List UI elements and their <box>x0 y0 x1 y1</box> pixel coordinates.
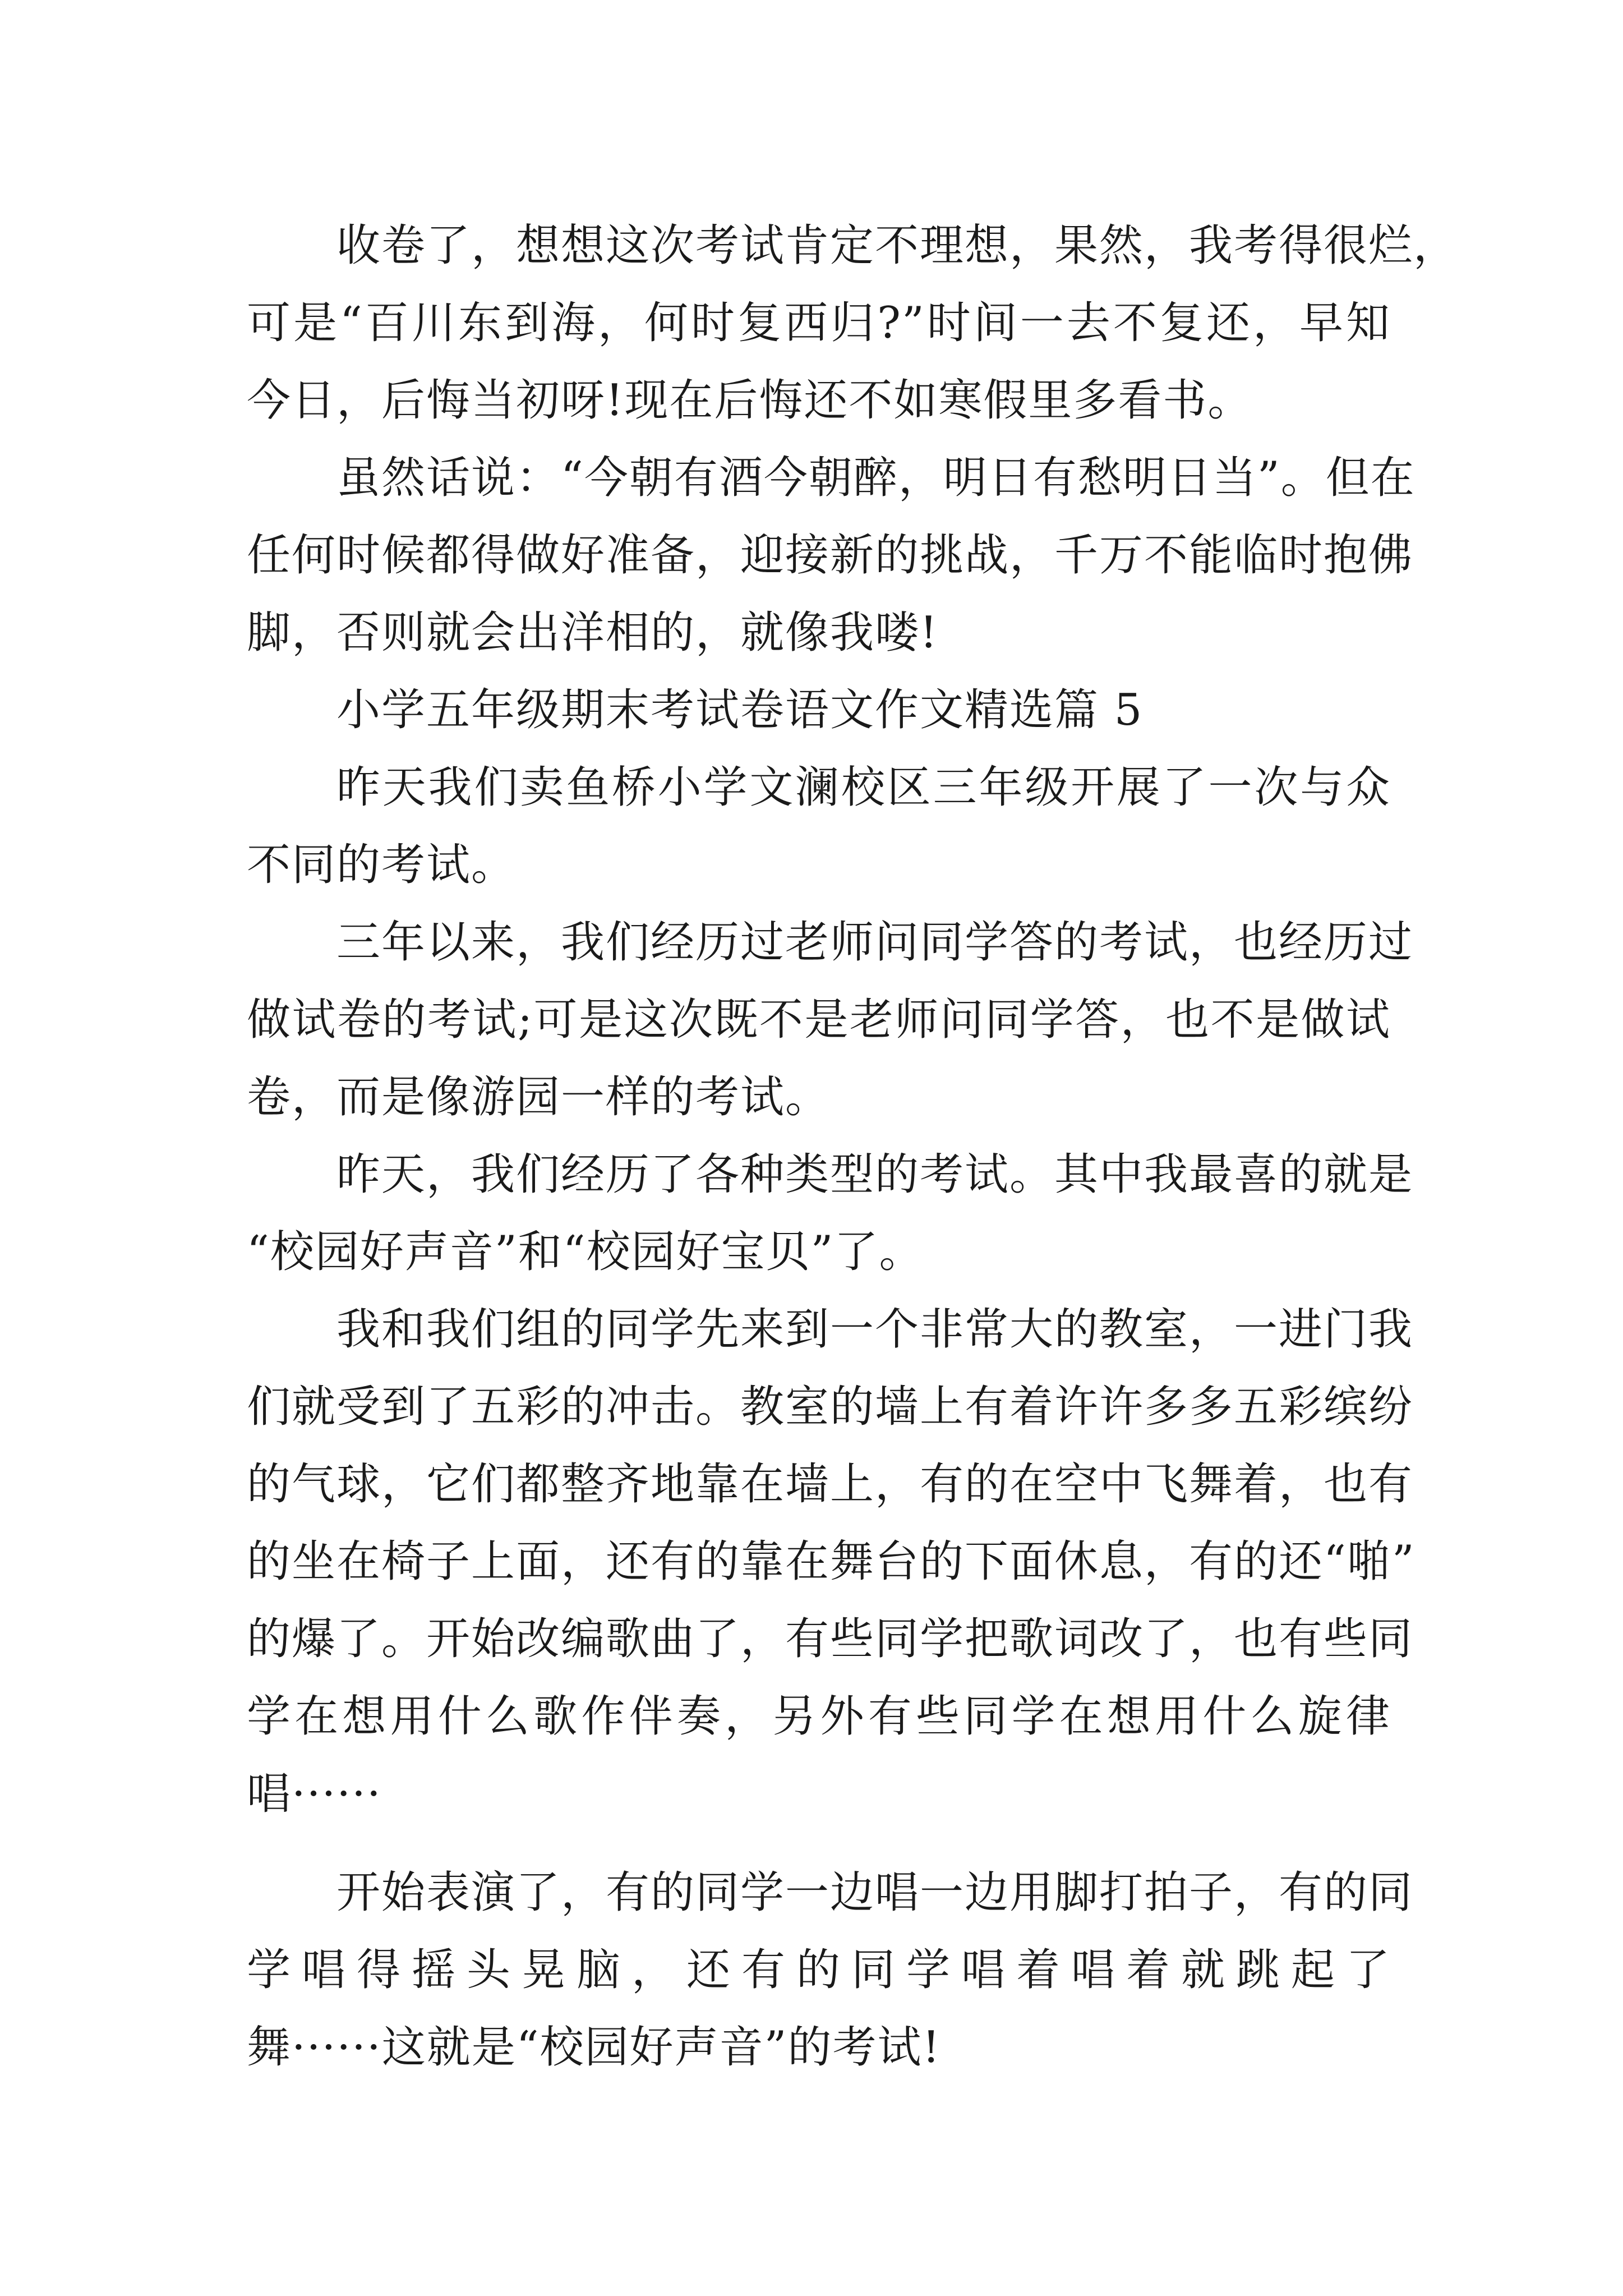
text-line: 可是“百川东到海，何时复西归?”时间一去不复还，早知 <box>247 298 1391 348</box>
section-heading: 小学五年级期末考试卷语文作文精选篇 5 <box>336 685 1144 735</box>
text-line: 我和我们组的同学先来到一个非常大的教室，一进门我 <box>336 1304 1414 1355</box>
text-line: 卷，而是像游园一样的考试。 <box>247 1072 831 1122</box>
text-line: 的爆了。开始改编歌曲了，有些同学把歌词改了，也有些同 <box>247 1614 1414 1664</box>
text-line: 学在想用什么歌作伴奏，另外有些同学在想用什么旋律 <box>247 1691 1391 1742</box>
text-line: 做试卷的考试;可是这次既不是老师问同学答，也不是做试 <box>247 995 1391 1045</box>
text-line: 不同的考试。 <box>247 840 517 890</box>
text-line: 唱······ <box>247 1769 382 1819</box>
text-line: 学唱得摇头晃脑，还有的同学唱着唱着就跳起了 <box>247 1945 1391 1995</box>
text-line: 昨天，我们经历了各种类型的考试。其中我最喜的就是 <box>336 1149 1414 1200</box>
text-line: 的气球，它们都整齐地靠在墙上，有的在空中飞舞着，也有 <box>247 1459 1414 1510</box>
text-line: 今日，后悔当初呀!现在后悔还不如寒假里多看书。 <box>247 375 1253 426</box>
text-line: 任何时候都得做好准备，迎接新的挑战，千万不能临时抱佛 <box>247 530 1414 581</box>
text-line: 的坐在椅子上面，还有的靠在舞台的下面休息，有的还“啪” <box>247 1536 1415 1587</box>
text-line: “校园好声音”和“校园好宝贝”了。 <box>247 1227 924 1277</box>
text-line: 们就受到了五彩的冲击。教室的墙上有着许许多多五彩缤纷 <box>247 1382 1414 1432</box>
text-line: 收卷了，想想这次考试肯定不理想，果然，我考得很烂， <box>336 220 1459 271</box>
text-line: 开始表演了，有的同学一边唱一边用脚打拍子，有的同 <box>336 1867 1414 1918</box>
text-line: 昨天我们卖鱼桥小学文澜校区三年级开展了一次与众 <box>336 762 1391 813</box>
text-line: 脚，否则就会出洋相的，就像我喽! <box>247 608 939 658</box>
text-line: 舞······这就是“校园好声音”的考试! <box>247 2022 941 2073</box>
text-line: 虽然话说：“今朝有酒今朝醉，明日有愁明日当”。但在 <box>336 453 1415 503</box>
text-line: 三年以来，我们经历过老师问同学答的考试，也经历过 <box>336 917 1414 968</box>
